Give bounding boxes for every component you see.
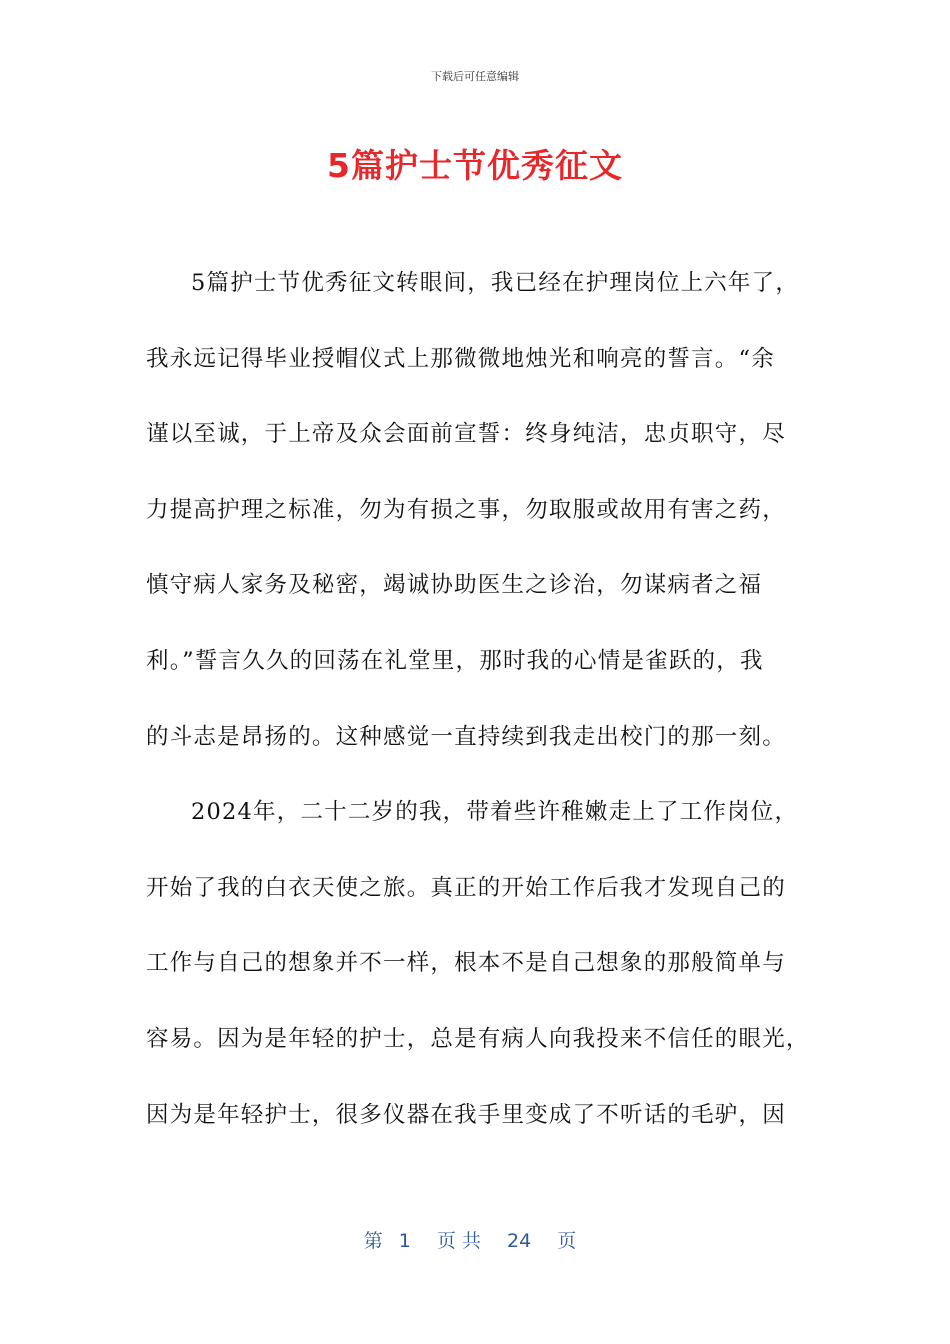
footer-label-page: 第 — [363, 1230, 383, 1252]
footer-current-page: 1 — [398, 1230, 411, 1252]
footer-label-total: 页 共 — [436, 1230, 481, 1252]
document-body — [146, 246, 810, 1153]
body-line: 的斗志是昂扬的。这种感觉一直持续到我走出校门的那一刻。 — [146, 723, 786, 750]
page-footer — [0, 1226, 950, 1253]
footer-label-end: 页 — [557, 1230, 577, 1252]
header-note: 下载后可任意编辑 — [431, 70, 519, 83]
body-line: 5篇护士节优秀征文转眼间，我已经在护理岗位上六年了， — [191, 270, 800, 296]
body-line: 我永远记得毕业授帽仪式上那微微地烛光和响亮的誓言。“余 — [146, 345, 775, 372]
body-line: 2024年，二十二岁的我，带着些许稚嫩走上了工作岗位， — [191, 799, 799, 826]
body-line: 因为是年轻护士，很多仪器在我手里变成了不听话的毛驴，因 — [146, 1101, 786, 1128]
body-line: 开始了我的白衣天使之旅。真正的开始工作后我才发现自己的 — [146, 874, 786, 901]
body-line: 力提高护理之标准，勿为有损之事，勿取服或故用有害之药， — [146, 496, 786, 523]
body-line: 工作与自己的想象并不一样，根本不是自己想象的那般简单与 — [146, 950, 786, 977]
footer-total-pages: 24 — [507, 1230, 532, 1252]
body-line: 慎守病人家务及秘密，竭诚协助医生之诊治，勿谋病者之福 — [146, 572, 763, 599]
body-line: 利。”誓言久久的回荡在礼堂里，那时我的心情是雀跃的，我 — [146, 647, 764, 674]
body-line: 谨以至诚，于上帝及众会面前宣誓：终身纯洁，忠贞职守，尽 — [146, 421, 786, 448]
body-line: 容易。因为是年轻的护士，总是有病人向我投来不信任的眼光， — [146, 1025, 810, 1052]
document-title: 5篇护士节优秀征文 — [327, 146, 623, 185]
